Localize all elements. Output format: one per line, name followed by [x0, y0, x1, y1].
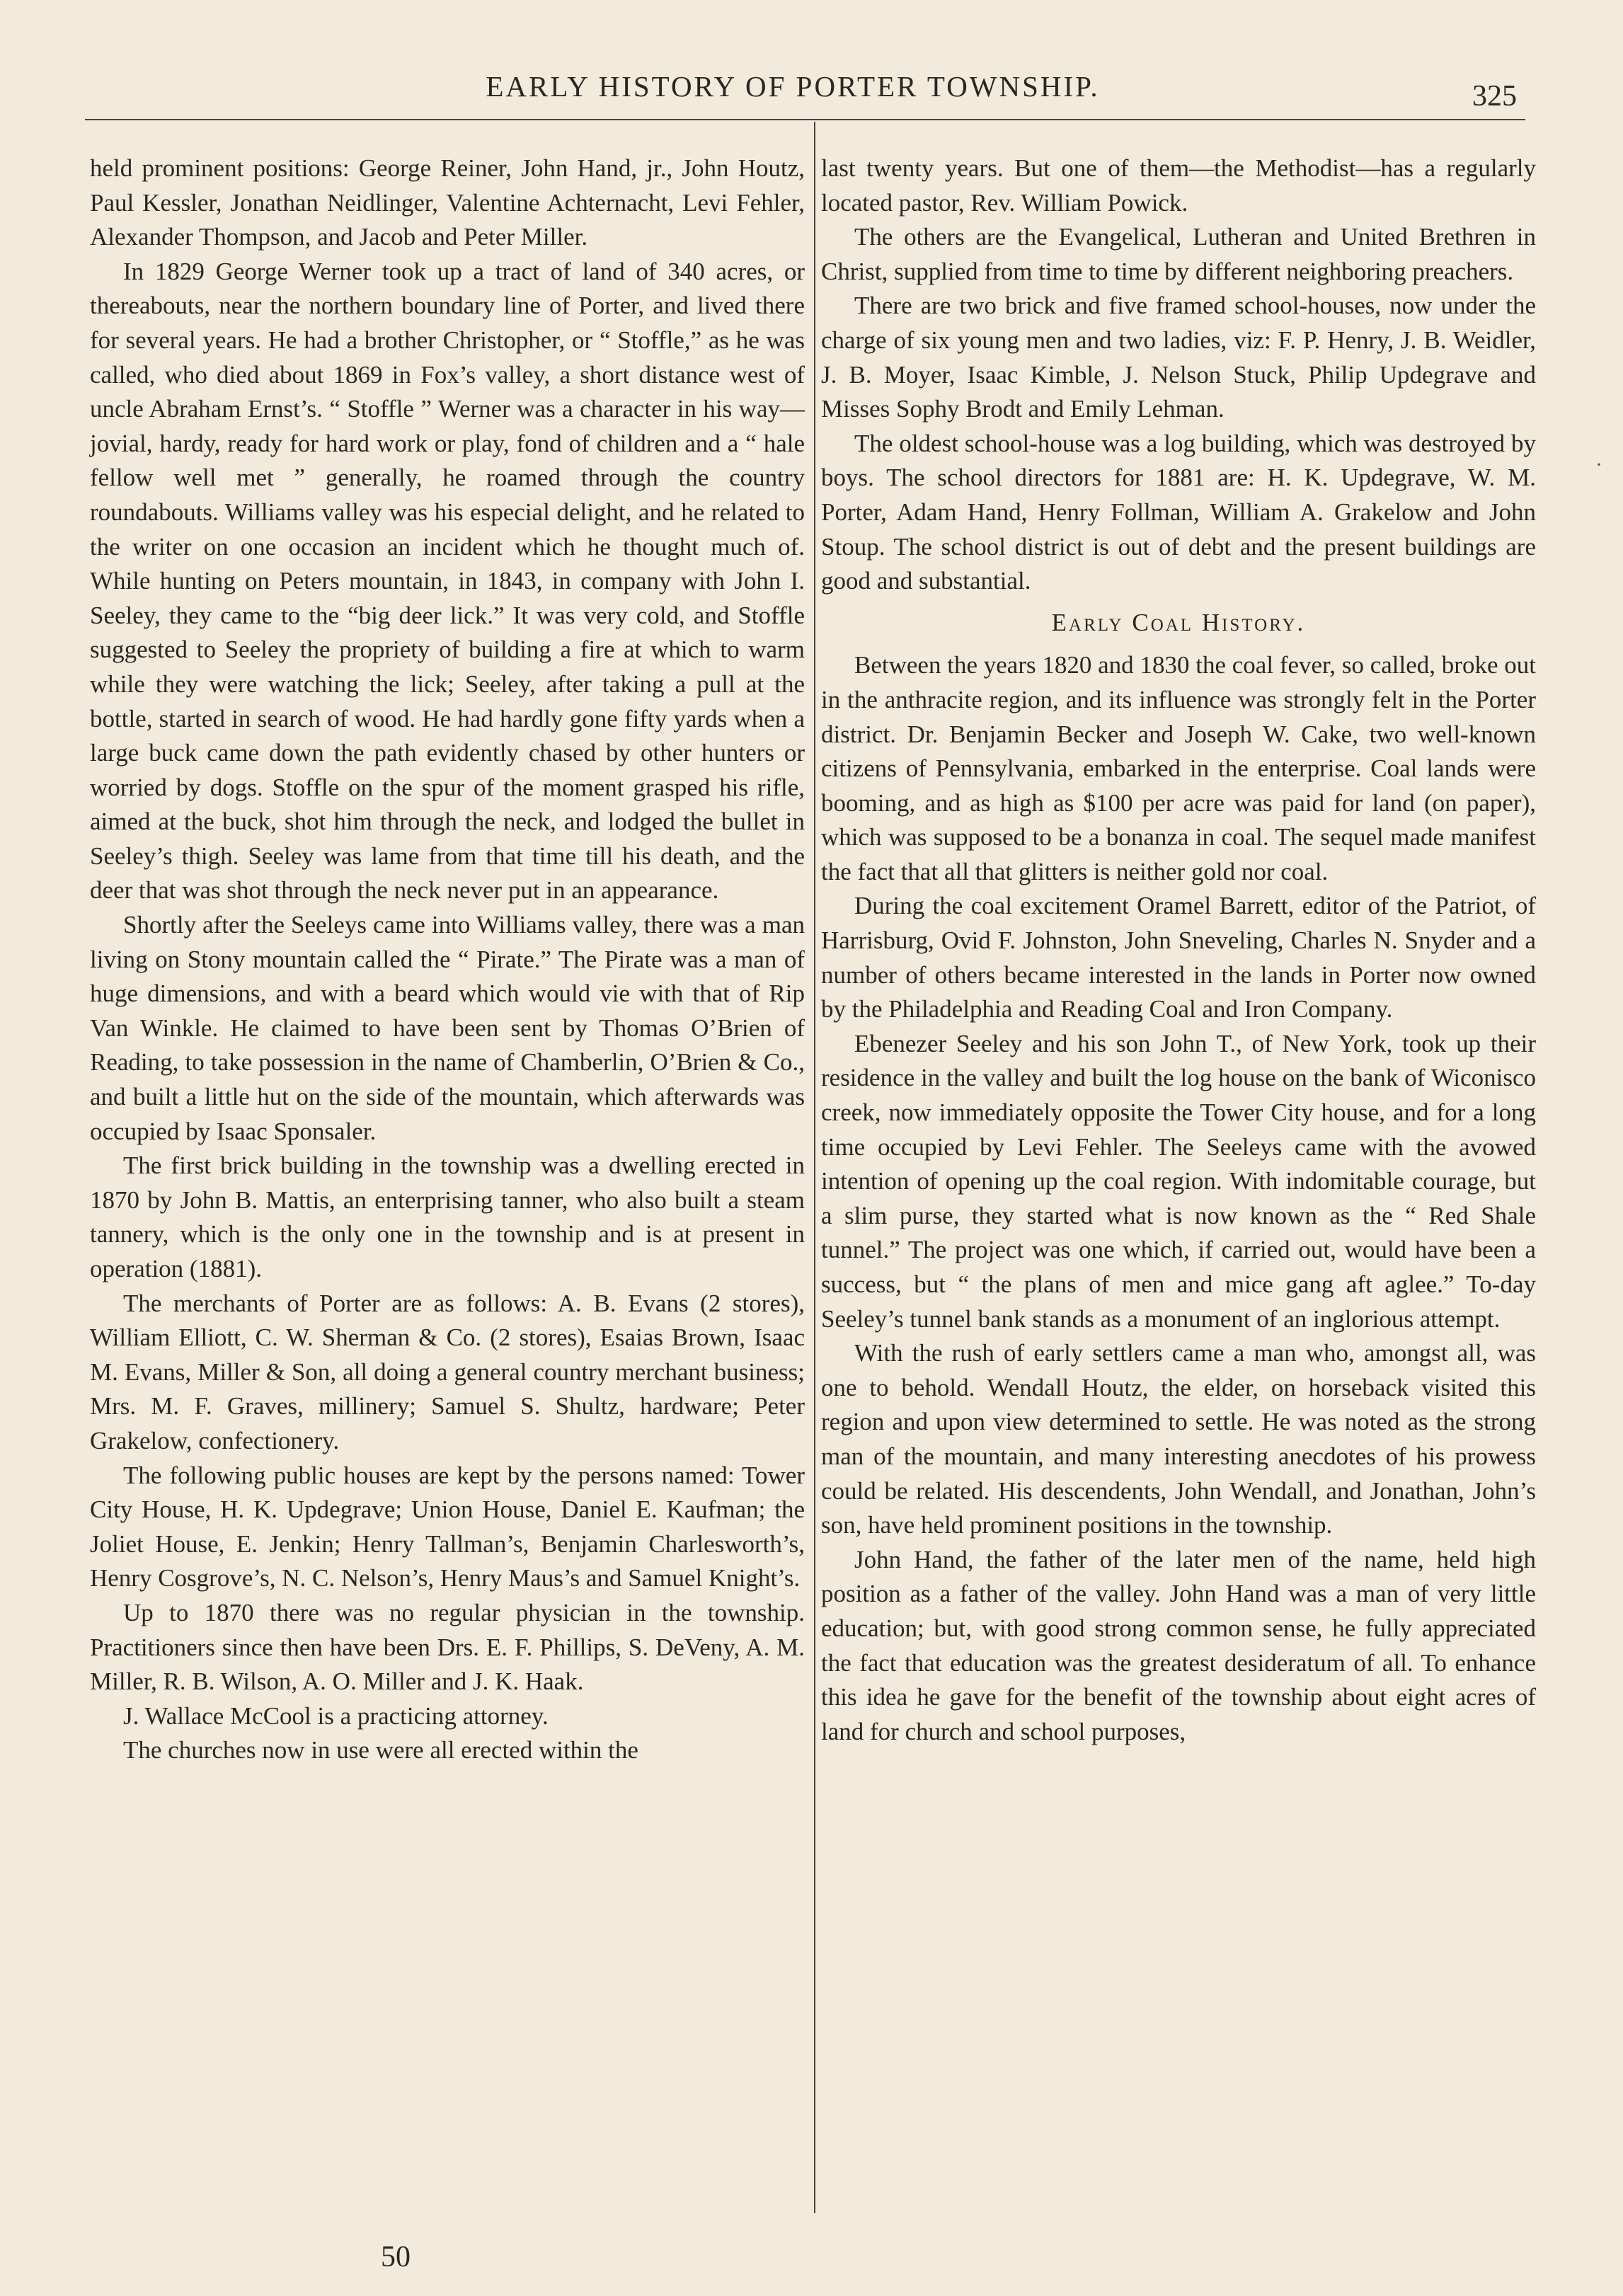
paragraph: The others are the Evangelical, Lutheran and United Brethren in Christ, supplied from time to time by different neighboring preachers. [821, 223, 1536, 285]
left-column [90, 151, 805, 1768]
paragraph: last twenty years. But one of them—the Methodist—has a regularly located pastor, Rev. William Powick. [821, 154, 1536, 217]
right-column [821, 151, 1536, 1749]
paragraph: During the coal excitement Oramel Barrett, editor of the Patriot, of Harrisburg, Ovid F. Johnston, John Sneveling, Charles N. Snyder and a number of others became interested in the lands in Porter now owned by the Philadelphia and Reading Coal and Iron Company. [821, 892, 1536, 1023]
signature-mark: 50 [381, 2241, 411, 2273]
paragraph: The churches now in use were all erected within the [123, 1736, 638, 1764]
section-heading: Early Coal History. [1051, 608, 1306, 636]
paragraph: The oldest school-house was a log building, which was destroyed by boys. The school directors for 1881 are: H. K. Updegrave, W. M. Porter, Adam Hand, Henry Follman, William A. Grakelow and John Stoup. The school district is out of debt and the present buildings are good and substantial. [821, 429, 1536, 595]
paragraph: With the rush of early settlers came a man who, amongst all, was one to behold. Wendall Houtz, the elder, on horseback visited this region and upon view determined to settle. He was noted as the strong man of the mountain, and many interesting anecdotes of his prowess could be related. His descendents, John Wendall, and Jonathan, John’s son, have held prominent positions in the township. [821, 1339, 1536, 1539]
paragraph: The following public houses are kept by the persons named: Tower City House, H. K. Updegrave; Union House, Daniel E. Kaufman; the Joliet House, E. Jenkin; Henry Tallman’s, Benjamin Charlesworth’s, Henry Cosgrove’s, N. C. Nelson’s, Henry Maus’s and Samuel Knight’s. [90, 1461, 805, 1592]
paragraph: In 1829 George Werner took up a tract of land of 340 acres, or thereabouts, near the northern boundary line of Porter, and lived there for several years. He had a brother Christopher, or “ Stoffle,” as he was called, who died about 1869 in Fox’s valley, a short distance west of uncle Abraham Ernst’s. “ Stoffle ” Werner was a character in his way—jovial, hardy, ready for hard work or play, fond of children and a “ hale fellow well met ” generally, he roamed through the country roundabouts. Williams valley was his especial delight, and he related to the writer on one occasion an incident which he thought much of. While hunting on Peters mountain, in 1843, in company with John I. Seeley, they came to the “big deer lick.” It was very cold, and Stoffle suggested to Seeley the propriety of building a fire at which to warm while they were watching the lick; Seeley, after taking a pull at the bottle, started in search of wood. He had hardly gone fifty yards when a large buck came down the path evidently chased by other hunters or worried by dogs. Stoffle on the spur of the moment grasped his rifle, aimed at the buck, shot him through the neck, and lodged the bullet in Seeley’s thigh. Seeley was lame from that time till his death, and the deer that was shot through the neck never put in an appearance. [90, 257, 805, 905]
paragraph: John Hand, the father of the later men of the name, held high position as a father of the valley. John Hand was a man of very little education; but, with good strong common sense, he fully appreciated the fact that education was the greatest desideratum of all. To enhance this idea he gave for the benefit of the township about eight acres of land for church and school purposes, [821, 1545, 1536, 1745]
running-head: EARLY HISTORY OF PORTER TOWNSHIP. [486, 70, 1100, 103]
header-rule [85, 119, 1525, 120]
paragraph: held prominent positions: George Reiner, John Hand, jr., John Houtz, Paul Kessler, Jonathan Neidlinger, Valentine Achternacht, Levi Fehler, Alexander Thompson, and Jacob and Peter Miller. [90, 154, 805, 251]
paragraph: The first brick building in the township was a dwelling erected in 1870 by John B. Mattis, an enterprising tanner, who also built a steam tannery, which is the only one in the township and is at present in operation (1881). [90, 1152, 805, 1282]
paragraph: Up to 1870 there was no regular physician in the township. Practitioners since then have been Drs. E. F. Phillips, S. DeVeny, A. M. Miller, R. B. Wilson, A. O. Miller and J. K. Haak. [90, 1598, 805, 1696]
column-divider [814, 122, 815, 2213]
paragraph: The merchants of Porter are as follows: A. B. Evans (2 stores), William Elliott, C. W. Sherman & Co. (2 stores), Esaias Brown, Isaac M. Evans, Miller & Son, all doing a general country merchant business; Mrs. M. F. Graves, millinery; Samuel S. Shultz, hardware; Peter Grakelow, confectionery. [90, 1289, 805, 1454]
margin-speck: · [1595, 453, 1602, 476]
paragraph: Shortly after the Seeleys came into Williams valley, there was a man living on Stony mountain called the “ Pirate.” The Pirate was a man of huge dimensions, and with a beard which would vie with that of Rip Van Winkle. He claimed to have been sent by Thomas O’Brien of Reading, to take possession in the name of Chamberlin, O’Brien & Co., and built a little hut on the side of the mountain, which afterwards was occupied by Isaac Sponsaler. [90, 911, 805, 1145]
paragraph: J. Wallace McCool is a practicing attorney. [123, 1701, 549, 1730]
paragraph: There are two brick and five framed school-houses, now under the charge of six young men and two ladies, viz: F. P. Henry, J. B. Weidler, J. B. Moyer, Isaac Kimble, J. Nelson Stuck, Philip Updegrave and Misses Sophy Brodt and Emily Lehman. [821, 292, 1536, 423]
paragraph: Between the years 1820 and 1830 the coal fever, so called, broke out in the anthracite region, and its influence was strongly felt in the Porter district. Dr. Benjamin Becker and Joseph W. Cake, two well-known citizens of Pennsylvania, embarked in the enterprise. Coal lands were booming, and as high as $100 per acre was paid for land (on paper), which was supposed to be a bonanza in coal. The sequel made manifest the fact that all that glitters is neither gold nor coal. [821, 651, 1536, 885]
paragraph: Ebenezer Seeley and his son John T., of New York, took up their residence in the valley and built the log house on the bank of Wiconisco creek, now immediately opposite the Tower City house, and for a long time occupied by Levi Fehler. The Seeleys came with the avowed intention of opening up the coal region. With indomitable courage, but a slim purse, they started what is now known as the “ Red Shale tunnel.” The project was one which, if carried out, would have been a success, but “ the plans of men and mice gang aft aglee.” To-day Seeley’s tunnel bank stands as a monument of an inglorious attempt. [821, 1029, 1536, 1333]
page-number: 325 [1472, 80, 1517, 113]
